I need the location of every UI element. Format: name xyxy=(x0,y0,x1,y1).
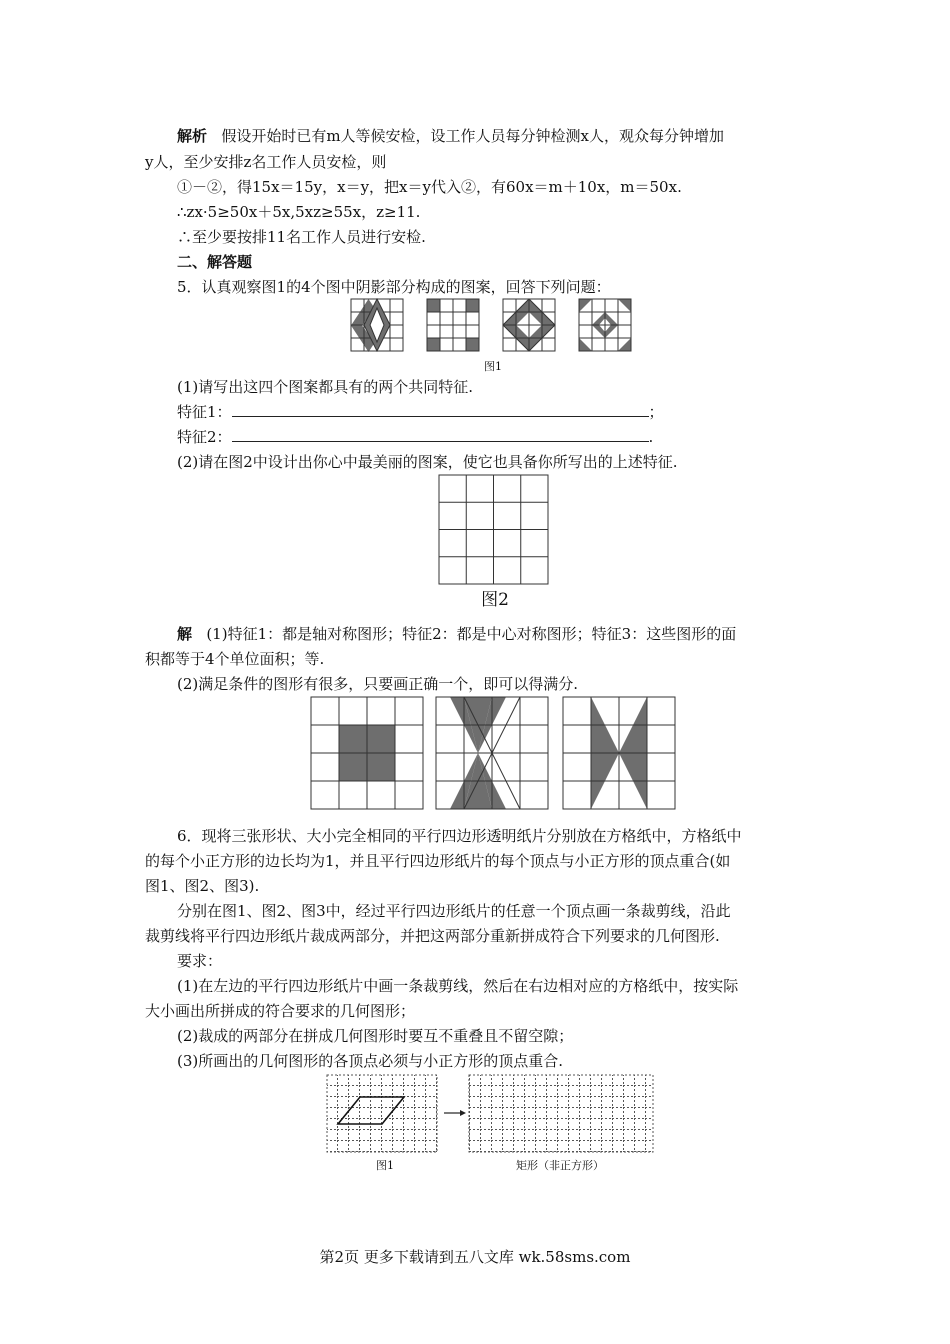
q6-fig-left-caption: 图1 xyxy=(376,1159,394,1172)
analysis-line-4: ∴zx·5≥50x＋5x,5xz≥55x，z≥11. xyxy=(177,203,421,221)
q5-fig1-caption: 图1 xyxy=(484,360,502,373)
feature-2-row xyxy=(177,426,653,448)
feature-1-row xyxy=(177,401,664,423)
analysis-line-3: ①－②，得15x＝15y，x＝y，把x＝y代入②，有60x＝m＋10x，m＝50x. xyxy=(177,178,682,196)
q6-line-6: 要求： xyxy=(177,952,223,970)
analysis-line-1 xyxy=(177,125,724,147)
feature-2-end: . xyxy=(648,428,654,446)
q5-part1: (1)请写出这四个图案都具有的两个共同特征. xyxy=(177,378,474,396)
q6-line-1: 6．现将三张形状、大小完全相同的平行四边形透明纸片分别放在方格纸中，方格纸中 xyxy=(177,827,742,845)
answer-figure-square xyxy=(311,697,423,809)
q6-req-2: (2)裁成的两部分在拼成几何图形时要互不重叠且不留空隙； xyxy=(177,1027,574,1045)
answer-text-1: (1)特征1：都是轴对称图形；特征2：都是中心对称图形；特征3：这些图形的面 xyxy=(206,625,737,643)
q6-figures xyxy=(326,1074,656,1156)
feature-2-label: 特征2： xyxy=(177,428,232,446)
answer-figure-bowtie xyxy=(563,697,675,809)
answer-label: 解 xyxy=(177,625,193,643)
feature-1-end: ； xyxy=(648,403,664,421)
analysis-line-5: ∴至少要按排11名工作人员进行安检. xyxy=(177,228,426,246)
q6-req-3: (3)所画出的几何图形的各顶点必须与小正方形的顶点重合. xyxy=(177,1052,564,1070)
q6-fig-right-caption: 矩形（非正方形） xyxy=(516,1159,604,1172)
q6-req-1a: (1)在左边的平行四边形纸片中画一条裁剪线，然后在右边相对应的方格纸中，按实际 xyxy=(177,977,739,995)
q6-line-3: 图1、图2、图3). xyxy=(145,877,260,895)
page-footer: 第2页 更多下载请到五八文库 wk.58sms.com xyxy=(319,1248,631,1266)
q6-req-1b: 大小画出所拼成的符合要求的几何图形； xyxy=(145,1002,416,1020)
answer-figures xyxy=(310,696,676,811)
q6-line-5: 裁剪线将平行四边形纸片裁成两部分，并把这两部分重新拼成符合下列要求的几何图形. xyxy=(145,927,720,945)
analysis-text-1: 假设开始时已有m人等候安检，设工作人员每分钟检测x人，观众每分钟增加 xyxy=(221,127,725,145)
arrow-icon xyxy=(444,1110,466,1116)
q5-fig2-caption: 图2 xyxy=(481,590,509,610)
section-title: 二、解答题 xyxy=(177,253,253,271)
answer-line-1 xyxy=(177,623,736,645)
feature-2-blank[interactable] xyxy=(232,427,649,442)
q5-figure-1 xyxy=(348,298,638,356)
answer-line-2: 积都等于4个单位面积；等. xyxy=(145,650,325,668)
answer-figure-hourglass xyxy=(436,697,548,809)
feature-1-label: 特征1： xyxy=(177,403,232,421)
q5-figure-2-grid[interactable] xyxy=(438,474,550,586)
analysis-label: 解析 xyxy=(177,127,208,145)
q5-part2: (2)请在图2中设计出你心中最美丽的图案，使它也具备你所写出的上述特征. xyxy=(177,453,678,471)
q6-left-grid xyxy=(327,1075,437,1152)
analysis-line-2: y人，至少安排z名工作人员安检，则 xyxy=(145,153,387,171)
q6-line-2: 的每个小正方形的边长均为1，并且平行四边形纸片的每个顶点与小正方形的顶点重合(如 xyxy=(145,852,731,870)
answer-line-3: (2)满足条件的图形有很多，只要画正确一个，即可以得满分. xyxy=(177,675,579,693)
feature-1-blank[interactable] xyxy=(232,402,649,417)
pattern-3 xyxy=(503,299,555,351)
pattern-1 xyxy=(351,299,403,352)
pattern-4 xyxy=(579,299,631,351)
pattern-2 xyxy=(427,299,479,351)
q6-line-4: 分别在图1、图2、图3中，经过平行四边形纸片的任意一个顶点画一条裁剪线，沿此 xyxy=(177,902,731,920)
q6-right-grid[interactable] xyxy=(469,1075,653,1152)
q5-stem: 5．认真观察图1的4个图中阴影部分构成的图案，回答下列问题： xyxy=(177,278,611,296)
